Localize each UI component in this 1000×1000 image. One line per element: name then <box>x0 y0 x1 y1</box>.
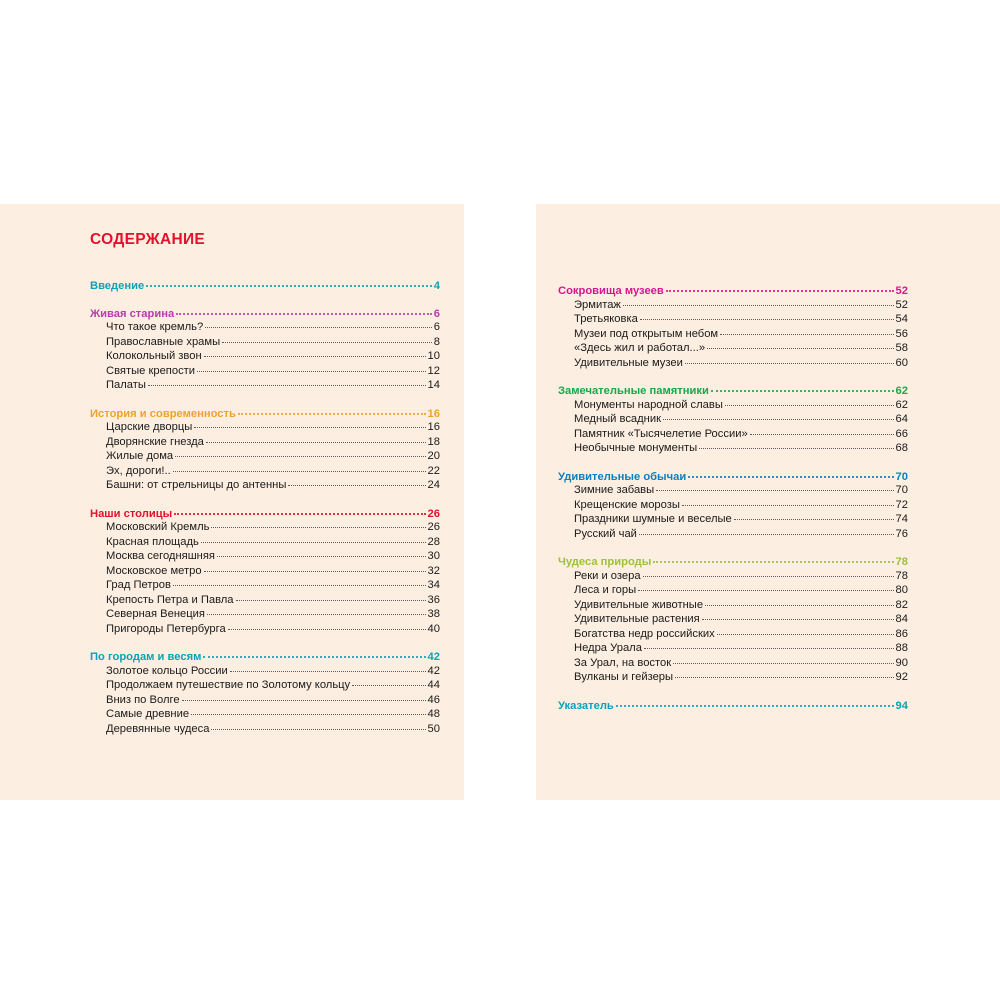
item-page: 32 <box>427 564 440 577</box>
heading-label: История и современность <box>90 407 236 420</box>
item-page: 74 <box>895 513 908 525</box>
dot-leader <box>182 689 426 701</box>
item-label: Леса и горы <box>574 584 637 596</box>
item-label: Удивительные животные <box>574 598 704 611</box>
item-page: 12 <box>427 364 440 377</box>
dot-leader <box>644 637 894 649</box>
item-page: 22 <box>427 464 440 477</box>
dot-leader <box>194 416 425 428</box>
item-label: Северная Венеция <box>106 608 205 620</box>
dot-leader <box>228 618 426 630</box>
dot-leader <box>201 531 426 543</box>
dot-leader <box>352 674 425 686</box>
item-label: Пригороды Петербурга <box>106 622 226 635</box>
heading-page: 94 <box>895 699 908 712</box>
item-page: 70 <box>895 484 908 496</box>
dot-leader <box>230 660 426 672</box>
dot-leader <box>653 550 893 563</box>
toc-item[interactable] <box>558 668 908 683</box>
heading-page: 78 <box>895 556 908 568</box>
item-page: 28 <box>427 535 440 548</box>
item-page: 72 <box>895 498 908 511</box>
dot-leader <box>640 308 894 320</box>
heading-label: Указатель <box>558 699 614 712</box>
item-page: 86 <box>895 627 908 640</box>
item-label: Эрмитаж <box>574 298 621 311</box>
item-label: Жилые дома <box>106 450 174 462</box>
dot-leader <box>206 431 426 443</box>
item-label: Удивительные растения <box>574 613 700 625</box>
item-page: 64 <box>895 413 908 425</box>
item-label: Памятник «Тысячелетие России» <box>574 427 748 440</box>
toc-section-pamyatniki <box>558 381 908 454</box>
right-page <box>536 204 1000 800</box>
dot-leader <box>663 408 894 420</box>
item-page: 52 <box>895 298 908 311</box>
item-page: 50 <box>427 722 440 735</box>
item-label: Красная площадь <box>106 535 199 548</box>
heading-label: Замечательные памятники <box>558 385 709 397</box>
item-page: 48 <box>427 708 440 720</box>
toc-section-zhivaya-starina <box>90 304 440 391</box>
dot-leader <box>750 423 894 435</box>
item-label: Музеи под открытым небом <box>574 327 719 340</box>
item-label: Царские дворцы <box>106 421 193 433</box>
dot-leader <box>148 374 426 386</box>
item-page: 6 <box>433 321 440 333</box>
dot-leader <box>656 479 893 491</box>
dot-leader <box>702 608 894 620</box>
item-page: 56 <box>895 327 908 340</box>
item-page: 46 <box>427 693 440 706</box>
dot-leader <box>207 603 426 615</box>
toc-section-istoriya <box>90 404 440 491</box>
dot-leader <box>205 316 432 328</box>
item-page: 82 <box>895 598 908 611</box>
item-label: Реки и озера <box>574 569 641 582</box>
dot-leader <box>638 579 893 591</box>
item-label: Золотое кольцо России <box>106 664 228 677</box>
item-label: «Здесь жил и работал...» <box>574 342 706 354</box>
heading-page: 4 <box>433 280 440 292</box>
dot-leader <box>623 294 894 306</box>
item-page: 90 <box>895 656 908 669</box>
dot-leader <box>666 279 894 292</box>
dot-leader <box>707 337 893 349</box>
dot-leader <box>173 460 426 472</box>
item-page: 92 <box>895 671 908 683</box>
dot-leader <box>174 502 425 515</box>
item-page: 42 <box>427 664 440 677</box>
dot-leader <box>211 516 425 528</box>
item-label: Православные храмы <box>106 335 221 348</box>
dot-leader <box>616 694 894 707</box>
dot-leader <box>717 623 894 635</box>
dot-leader <box>176 302 432 315</box>
dot-leader <box>699 437 893 449</box>
toc-section-priroda <box>558 552 908 683</box>
page-title: СОДЕРЖАНИЕ <box>90 231 206 248</box>
toc-left <box>90 276 440 747</box>
item-label: Продолжаем путешествие по Золотому кольцу <box>106 679 351 691</box>
dot-leader <box>675 666 893 678</box>
heading-page: 26 <box>427 507 440 520</box>
item-page: 18 <box>427 435 440 448</box>
item-page: 54 <box>895 313 908 325</box>
dot-leader <box>682 494 894 506</box>
dot-leader <box>197 360 426 372</box>
item-label: Башни: от стрельницы до антенны <box>106 479 287 491</box>
heading-page: 52 <box>895 285 908 297</box>
dot-leader <box>288 474 425 486</box>
dot-leader <box>711 379 894 392</box>
heading-page: 42 <box>427 651 440 663</box>
item-label: Московское метро <box>106 564 202 577</box>
toc-item[interactable] <box>90 476 440 491</box>
dot-leader <box>204 560 426 572</box>
dot-leader <box>643 565 894 577</box>
dot-leader <box>688 465 893 478</box>
item-label: Святые крепости <box>106 364 196 377</box>
item-page: 66 <box>895 427 908 440</box>
dot-leader <box>705 594 893 606</box>
toc-section-stolitsy <box>90 504 440 635</box>
item-page: 16 <box>427 421 440 433</box>
left-page <box>0 204 464 800</box>
heading-page: 70 <box>895 470 908 483</box>
heading-label: По городам и весям <box>90 651 202 663</box>
item-label: Богатства недр российских <box>574 627 715 640</box>
dot-leader <box>685 352 894 364</box>
dot-leader <box>217 545 426 557</box>
toc-item[interactable] <box>90 720 440 735</box>
toc-item[interactable] <box>558 525 908 540</box>
dot-leader <box>203 645 425 658</box>
item-page: 24 <box>427 479 440 491</box>
item-page: 62 <box>895 398 908 411</box>
item-label: Эх, дороги!.. <box>106 464 171 477</box>
item-page: 44 <box>427 679 440 691</box>
item-label: Колокольный звон <box>106 350 202 362</box>
heading-label: Наши столицы <box>90 507 173 520</box>
item-label: Зимние забавы <box>574 484 655 496</box>
heading-label: Сокровища музеев <box>558 285 664 297</box>
item-page: 14 <box>427 379 440 391</box>
dot-leader <box>191 703 425 715</box>
item-page: 88 <box>895 642 908 654</box>
heading-page: 16 <box>427 407 440 420</box>
item-label: Московский Кремль <box>106 521 210 533</box>
item-page: 84 <box>895 613 908 625</box>
heading-label: Живая старина <box>90 307 175 320</box>
toc-section-goroda <box>90 647 440 734</box>
toc-section-obychai <box>558 467 908 540</box>
toc-section-intro <box>90 276 440 291</box>
dot-leader <box>734 508 894 520</box>
item-page: 40 <box>427 622 440 635</box>
heading-label: Введение <box>90 280 145 292</box>
toc-item[interactable] <box>558 354 908 369</box>
item-label: Необычные монументы <box>574 442 698 454</box>
dot-leader <box>175 445 425 457</box>
item-page: 78 <box>895 569 908 582</box>
item-label: Дворянские гнезда <box>106 435 204 448</box>
item-page: 76 <box>895 527 908 540</box>
item-label: Град Петров <box>106 579 171 591</box>
dot-leader <box>146 274 432 287</box>
dot-leader <box>639 523 894 535</box>
dot-leader <box>211 718 425 730</box>
item-label: Третьяковка <box>574 313 638 325</box>
heading-label: Удивительные обычаи <box>558 470 687 483</box>
item-page: 34 <box>427 579 440 591</box>
item-page: 60 <box>895 356 908 369</box>
item-page: 36 <box>427 593 440 606</box>
item-label: Монументы народной славы <box>574 398 723 411</box>
item-label: Вниз по Волге <box>106 693 180 706</box>
toc-section-muzei <box>558 281 908 368</box>
item-label: Медный всадник <box>574 413 662 425</box>
heading-label: Чудеса природы <box>558 556 652 568</box>
item-label: Удивительные музеи <box>574 356 683 369</box>
item-page: 26 <box>427 521 440 533</box>
toc-item[interactable] <box>558 439 908 454</box>
item-label: Палаты <box>106 379 146 391</box>
item-page: 30 <box>427 550 440 562</box>
dot-leader <box>236 589 426 601</box>
item-label: Праздники шумные и веселые <box>574 513 732 525</box>
item-page: 20 <box>427 450 440 462</box>
dot-leader <box>173 574 426 586</box>
heading-page: 62 <box>895 385 908 397</box>
item-label: Вулканы и гейзеры <box>574 671 674 683</box>
item-label: Деревянные чудеса <box>106 722 210 735</box>
dot-leader <box>673 652 893 664</box>
toc-heading-intro[interactable] <box>90 276 440 291</box>
item-page: 38 <box>427 608 440 620</box>
item-label: Крепость Петра и Павла <box>106 593 234 606</box>
item-page: 8 <box>433 335 440 348</box>
item-label: Москва сегодняшняя <box>106 550 215 562</box>
item-label: Недра Урала <box>574 642 642 654</box>
item-label: Что такое кремль? <box>106 321 204 333</box>
item-label: Крещенские морозы <box>574 498 680 511</box>
item-page: 68 <box>895 442 908 454</box>
item-label: За Урал, на восток <box>574 656 672 669</box>
item-page: 58 <box>895 342 908 354</box>
item-label: Русский чай <box>574 527 637 540</box>
dot-leader <box>720 323 893 335</box>
toc-right <box>558 281 908 723</box>
item-label: Самые древние <box>106 708 190 720</box>
item-page: 10 <box>427 350 440 362</box>
toc-item[interactable] <box>90 620 440 635</box>
toc-section-index <box>558 696 908 711</box>
dot-leader <box>238 402 426 415</box>
heading-page: 6 <box>433 307 440 320</box>
dot-leader <box>204 345 426 357</box>
item-page: 80 <box>895 584 908 596</box>
toc-heading-index[interactable] <box>558 696 908 711</box>
toc-item[interactable] <box>90 376 440 391</box>
dot-leader <box>222 331 432 343</box>
dot-leader <box>725 394 894 406</box>
